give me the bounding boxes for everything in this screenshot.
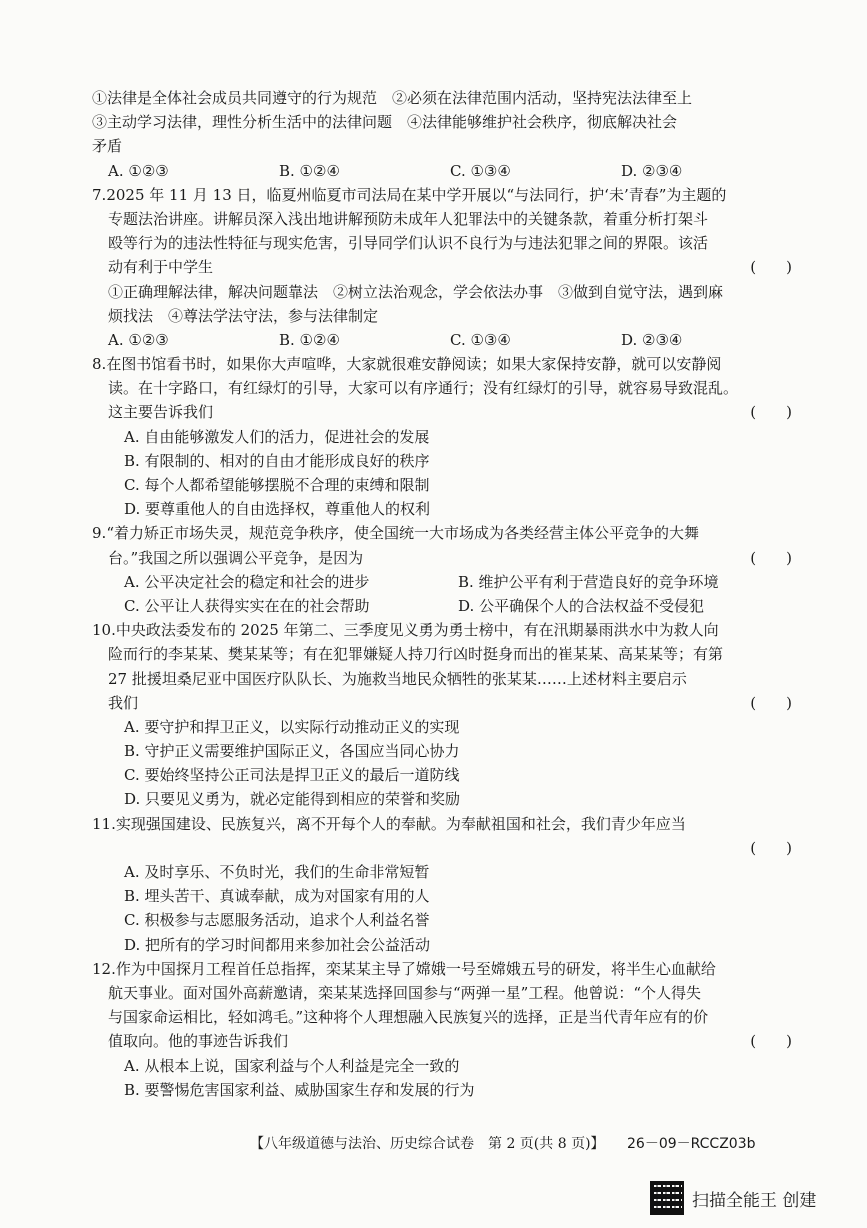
question-stem: 27 批援坦桑尼亚中国医疗队队长、为施救当地民众牺牲的张某某……上述材料主要启示	[108, 669, 687, 688]
option-b: B. ①②④	[279, 161, 340, 180]
question-stem: 险而行的李某某、樊某某等；有在犯罪嫌疑人持刀行凶时挺身而出的崔某某、高某某等；有第	[108, 645, 724, 664]
answer-paren: ( )	[750, 403, 792, 422]
option-d: D. 要尊重他人的自由选择权，尊重他人的权利	[124, 500, 431, 519]
question-stem: 读。在十字路口，有红绿灯的引导，大家可以有序通行；没有红绿灯的引导，就容易导致混乱。	[108, 379, 739, 398]
option-d: D. ②③④	[621, 161, 683, 180]
question-stem: 动有利于中学生	[108, 258, 214, 277]
question-stem-last	[92, 1029, 792, 1053]
question-stem: “着力矫正市场失灵，规范竞争秩序，使全国统一大市场成为各类经营主体公平竞争的大舞	[106, 524, 699, 543]
option-b: B. 守护正义需要维护国际正义，各国应当同心协力	[124, 742, 460, 761]
option-b: B. ①②④	[279, 330, 340, 349]
question-stem: 2025 年 11 月 13 日，临夏州临夏市司法局在某中学开展以“与法同行，护‘未’青春”为主题的	[106, 185, 727, 204]
page-footer: 【八年级道德与法治、历史综合试卷 第 2 页(共 8 页)】	[250, 1136, 605, 1152]
option-a: A. 公平决定社会的稳定和社会的进步	[124, 572, 370, 591]
option-c: C. 公平让人获得实实在在的社会帮助	[124, 596, 370, 615]
option-c: C. ①③④	[450, 330, 511, 349]
question-number: 11.	[92, 814, 116, 833]
question-number: 12.	[92, 959, 116, 978]
option-a: A. 要守护和捍卫正义，以实际行动推动正义的实现	[124, 717, 460, 736]
option-a: A. 自由能够激发人们的活力，促进社会的发展	[124, 427, 430, 446]
answer-paren: ( )	[750, 838, 792, 857]
question-stem: 中央政法委发布的 2025 年第二、三季度见义勇为勇士榜中，有在汛期暴雨洪水中为救人向	[115, 621, 719, 640]
question-body	[92, 86, 792, 1102]
option-d: D. 只要见义勇为，就必定能得到相应的荣誉和奖励	[124, 790, 461, 809]
option-b: B. 有限制的、相对的自由才能形成良好的秩序	[124, 451, 430, 470]
option-a: A. 及时享乐、不负时光，我们的生命非常短暂	[124, 863, 430, 881]
question-number: 8.	[92, 355, 107, 374]
option-a: A. ①②③	[108, 330, 169, 349]
scanner-watermark	[650, 1181, 816, 1215]
question-number: 7.	[92, 185, 107, 204]
answer-paren: ( )	[750, 1032, 792, 1051]
qr-code-icon	[650, 1181, 684, 1215]
option-a: A. ①②③	[108, 161, 169, 180]
answer-paren: ( )	[750, 693, 792, 712]
option-a: A. 从根本上说，国家利益与个人利益是完全一致的	[124, 1056, 460, 1075]
option-d: D. 把所有的学习时间都用来参加社会公益活动	[124, 935, 431, 954]
statement-line: ①正确理解法律，解决问题靠法 ②树立法治观念，学会依法办事 ③做到自觉守法，遇到麻	[108, 282, 724, 301]
question-stem-last	[92, 546, 792, 570]
question-stem: 值取向。他的事迹告诉我们	[108, 1032, 289, 1051]
statement-line: 烦找法 ④尊法学法守法，参与法律制定	[108, 306, 379, 325]
question-12	[92, 957, 792, 981]
q7-options	[92, 328, 792, 352]
option-c: C. 要始终坚持公正司法是捍卫正义的最后一道防线	[124, 766, 460, 785]
answer-paren: ( )	[750, 258, 792, 277]
option-c: C. 每个人都希望能够摆脱不合理的束缚和限制	[124, 476, 430, 494]
question-stem: 这主要告诉我们	[108, 403, 214, 422]
question-stem: 航天事业。面对国外高薪邀请，栾某某选择回国参与“两弹一星”工程。他曾说：“个人得失	[108, 983, 702, 1002]
question-number: 10.	[92, 621, 116, 640]
question-8	[92, 352, 792, 376]
statement-line: 矛盾	[92, 137, 123, 156]
q9-options-row2	[92, 594, 792, 618]
option-d: D. ②③④	[621, 330, 683, 349]
option-b: B. 要警惕危害国家利益、威胁国家生存和发展的行为	[124, 1080, 475, 1099]
question-stem: 专题法治讲座。讲解员深入浅出地讲解预防未成年人犯罪法中的关键条款，着重分析打架斗	[108, 209, 709, 228]
question-stem-last	[92, 691, 792, 715]
statement-line: ①法律是全体社会成员共同遵守的行为规范 ②必须在法律范围内活动，坚持宪法法律至上	[92, 89, 693, 107]
statement-line: ③主动学习法律，理性分析生活中的法律问题 ④法律能够维护社会秩序，彻底解决社会	[92, 113, 678, 132]
question-stem: 实现强国建设、民族复兴，离不开每个人的奉献。为奉献祖国和社会，我们青少年应当	[115, 814, 686, 833]
option-c: C. 积极参与志愿服务活动，追求个人利益名誉	[124, 911, 430, 930]
question-11	[92, 812, 792, 836]
option-b: B. 维护公平有利于营造良好的竞争环境	[458, 572, 719, 591]
question-stem-last	[92, 255, 792, 279]
q6-options	[92, 159, 792, 183]
answer-paren: ( )	[750, 548, 792, 567]
option-d: D. 公平确保个人的合法权益不受侵犯	[458, 596, 705, 615]
question-9	[92, 521, 792, 545]
question-7	[92, 183, 792, 207]
question-stem: 与国家命运相比，轻如鸿毛。”这种将个人理想融入民族复兴的选择，正是当代青年应有的价	[108, 1008, 709, 1027]
question-stem: 我们	[108, 693, 139, 712]
paper-code: 26－09－RCCZ03b	[627, 1136, 756, 1152]
question-stem-last	[92, 400, 792, 424]
q9-options-row1	[92, 570, 792, 594]
option-c: C. ①③④	[450, 161, 511, 180]
question-stem: 在图书馆看书时，如果你大声喧哗，大家就很难安静阅读；如果大家保持安静，就可以安静阅	[106, 355, 722, 374]
question-number: 9.	[92, 524, 107, 543]
question-stem: 台。”我国之所以强调公平竞争，是因为	[108, 548, 364, 567]
question-stem: 作为中国探月工程首任总指挥，栾某某主导了嫦娥一号至嫦娥五号的研发，将半生心血献给	[115, 959, 716, 978]
question-10	[92, 618, 792, 642]
question-stem: 殴等行为的违法性特征与现实危害，引导同学们认识不良行为与违法犯罪之间的界限。该活	[108, 234, 709, 253]
option-b: B. 埋头苦干、真诚奉献，成为对国家有用的人	[124, 887, 430, 906]
scanner-label: 扫描全能王 创建	[692, 1190, 817, 1211]
answer-paren-line	[92, 836, 792, 860]
